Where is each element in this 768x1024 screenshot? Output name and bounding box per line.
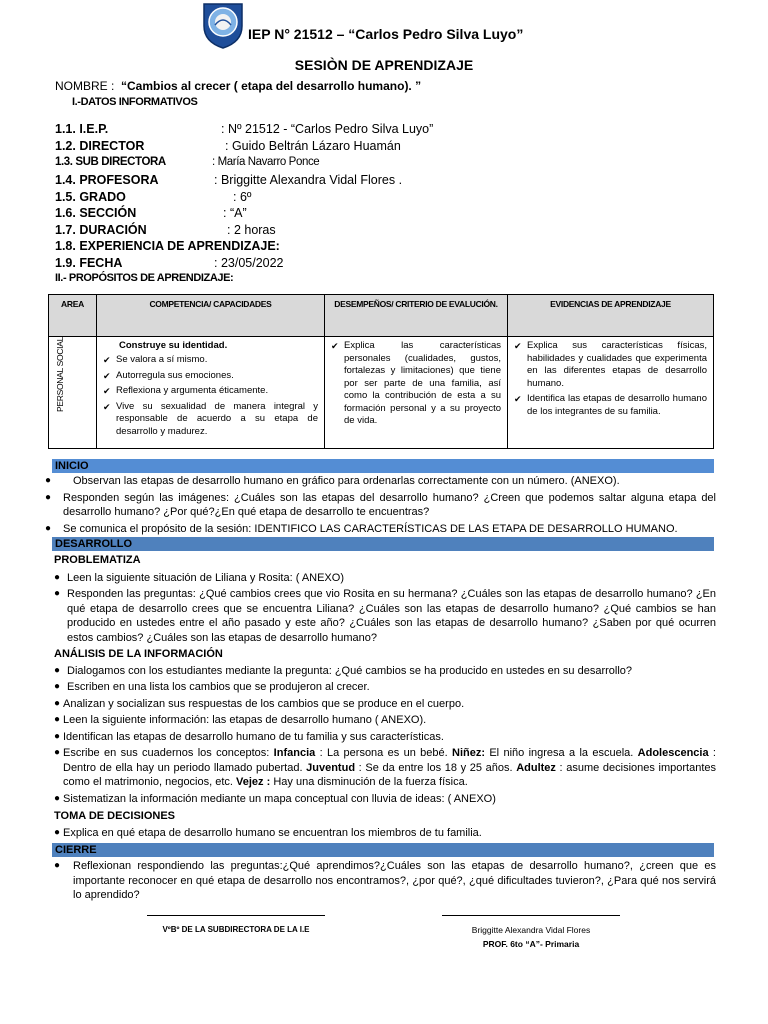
- info-key: 1.7. DURACIÓN: [55, 223, 147, 237]
- info-key: 1.6. SECCIÓN: [55, 206, 137, 220]
- list-item: [48, 730, 716, 745]
- item-text: Responden las preguntas: ¿Qué cambios crees que vio Rosita en su hermana? ¿Cuáles son las etapas de desarrollo humano? ¿En qué etapa de desarrollo crees que se encuentra Liliana? ¿Cuáles son las etapas de desarrollo humano? ¿Qué cambios se han producido en ustedes entre el año pasado y este año? ¿Cuáles son las etapas de desarrollo humano? ¿Saben por qué ocurren estos cambios? ¿Cuáles son las etapas de desarrollo humano?: [67, 588, 716, 644]
- list-item: [45, 491, 716, 520]
- list-item: [48, 697, 716, 712]
- area-label: PERSONAL SOCIAL: [55, 336, 65, 412]
- bullet-icon: ●: [54, 571, 61, 583]
- subheading-toma: TOMA DE DECISIONES: [54, 810, 176, 822]
- school-logo: [200, 0, 246, 50]
- item-text: : Se da entre los 18 y 25 años.: [355, 761, 517, 774]
- bullet-icon: ●: [54, 664, 61, 676]
- bullet-icon: ●: [54, 681, 61, 692]
- inicio-list: [45, 474, 716, 536]
- item-text: Leen la siguiente información: las etapas de desarrollo humano ( ANEXO).: [63, 714, 427, 726]
- evidencias-list: [514, 340, 707, 418]
- desarrollo-body: [48, 553, 716, 840]
- concept-adolescencia: Adolescencia: [637, 747, 709, 759]
- info-key: 1.3. SUB DIRECTORA: [55, 156, 166, 168]
- info-key: 1.5. GRADO: [55, 190, 126, 204]
- subheading-problematiza: PROBLEMATIZA: [54, 554, 141, 566]
- info-value: : Guido Beltrán Lázaro Huamán: [225, 139, 401, 153]
- header-competencia: COMPETENCIA/ CAPACIDADES: [97, 295, 325, 337]
- competencia-title: Construye su identidad.: [119, 340, 228, 351]
- list-item-concepts: [48, 746, 716, 790]
- list-item: [48, 792, 716, 807]
- list-item: ✔ Autorregula sus emociones.: [103, 370, 318, 383]
- band-desarrollo: DESARROLLO: [52, 537, 714, 551]
- competencia-cell: [97, 337, 325, 449]
- info-key: 1.9. FECHA: [55, 256, 123, 270]
- item-text: : La persona es un bebé.: [315, 747, 453, 759]
- bullet-icon: ●: [54, 792, 61, 804]
- list-item: ✔ Explica las características personales (cualidades, gustos, fortalezas y limitaciones) que tiene por ser parte de una familia, así como la contribución de esta a su formación personal y a su proyecto de vida.: [331, 340, 501, 428]
- item-text: Dialogamos con los estudiantes mediante la pregunta: ¿Qué cambios se ha producido en ustedes en su desarrollo?: [67, 664, 633, 677]
- cierre-body: [48, 859, 716, 903]
- item-text: Escriben en una lista los cambios que se produjeron al crecer.: [67, 681, 370, 693]
- header-evidencias: EVIDENCIAS DE APRENDIZAJE: [508, 295, 714, 337]
- item-text: Hay una disminución de la fuerza física.: [270, 776, 468, 788]
- list-item: ✔ Vive su sexualidad de manera integral y responsable de acuerdo a su etapa de desarrollo y madurez.: [103, 401, 318, 439]
- item-text: Responden según las imágenes: ¿Cuáles son las etapas del desarrollo humano? ¿Creen que podemos saltar alguna etapa del desarrollo humano? ¿Por qué?¿En qué etapa de desarrollo te encuentras?: [63, 491, 716, 518]
- capacidades-list: [103, 354, 318, 438]
- evidencias-cell: [508, 337, 714, 449]
- bullet-icon: ●: [54, 730, 61, 742]
- list-item: [45, 522, 716, 537]
- bullet-icon: ●: [45, 522, 52, 534]
- list-item: [48, 587, 716, 645]
- list-item: [45, 474, 716, 489]
- info-value: : Nº 21512 - “Carlos Pedro Silva Luyo”: [221, 122, 434, 136]
- info-key: 1.8. EXPERIENCIA DE APRENDIZAJE:: [55, 239, 280, 253]
- concept-juventud: Juventud: [306, 761, 356, 774]
- info-value: : María Navarro Ponce: [212, 156, 320, 168]
- concept-vejez: Vejez :: [236, 776, 271, 788]
- info-key: 1.2. DIRECTOR: [55, 139, 145, 153]
- bullet-icon: ●: [54, 747, 61, 758]
- item-text: Se comunica el propósito de la sesión: IDENTIFICO LAS CARACTERÍSTICAS DE LAS ETAPA DE DESARROLLO HUMANO.: [63, 522, 678, 535]
- page-title: SESIÒN DE APRENDIZAJE: [294, 57, 474, 73]
- item-text: Escribe en sus cuadernos los conceptos:: [63, 747, 274, 759]
- section-informativos: I.-DATOS INFORMATIVOS: [72, 96, 198, 108]
- bullet-icon: ●: [54, 697, 61, 709]
- name-value: “Cambios al crecer ( etapa del desarrollo humano). ”: [121, 79, 422, 93]
- info-key: 1.1. I.E.P.: [55, 122, 109, 136]
- list-item: [48, 713, 716, 728]
- item-text: Observan las etapas de desarrollo humano en gráfico para ordenarlas correctamente con un número. (ANEXO).: [73, 475, 620, 487]
- list-item: [48, 571, 716, 586]
- header-desempenos: DESEMPEÑOS/ CRITERIO DE EVALUCIÓN.: [325, 295, 508, 337]
- list-item: ✔ Se valora a sí mismo.: [103, 354, 318, 367]
- section-propositos: II.- PROPÓSITOS DE APRENDIZAJE:: [55, 272, 234, 284]
- bullet-icon: ●: [54, 826, 61, 838]
- item-text: Identifican las etapas de desarrollo humano de tu familia y sus características.: [63, 730, 444, 743]
- subheading-analisis: ANÁLISIS DE LA INFORMACIÓN: [54, 648, 223, 660]
- list-item: [48, 664, 716, 679]
- signature-teacher-role: PROF. 6to “A”- Primaria: [482, 939, 580, 949]
- band-cierre: CIERRE: [52, 843, 714, 857]
- header-area: AREA: [49, 295, 97, 337]
- signature-teacher-name: Briggitte Alexandra Vidal Flores: [471, 925, 591, 935]
- signature-subdirectora: VºBº DE LA SUBDIRECTORA DE LA I.E: [162, 925, 310, 934]
- session-name: [55, 79, 421, 93]
- signature-line-left: [147, 915, 325, 916]
- bullet-icon: ●: [54, 588, 61, 599]
- item-text: : asume decisiones importantes como el matrimonio, negocios, etc.: [63, 761, 716, 788]
- list-item: ✔ Identifica las etapas de desarrollo humano de los integrantes de su familia.: [514, 393, 707, 418]
- table-row: [49, 337, 714, 449]
- info-value: : 6º: [233, 190, 252, 204]
- school-name: IEP N° 21512 – “Carlos Pedro Silva Luyo”: [248, 26, 524, 42]
- bullet-icon: ●: [45, 475, 52, 486]
- list-item: [48, 859, 716, 903]
- table-header-row: [49, 295, 714, 337]
- area-cell: [49, 337, 97, 449]
- concept-infancia: Infancia: [273, 747, 316, 759]
- bullet-icon: ●: [45, 491, 52, 503]
- band-inicio: INICIO: [52, 459, 714, 473]
- concept-adultez: Adultez: [516, 761, 556, 774]
- item-text: El niño ingresa a la escuela.: [485, 747, 638, 759]
- item-text: Explica en qué etapa de desarrollo humano se encuentran los miembros de tu familia.: [63, 826, 482, 839]
- info-key: 1.4. PROFESORA: [55, 173, 159, 187]
- concept-ninez: Niñez:: [452, 747, 486, 759]
- desempenos-list: [331, 340, 501, 428]
- item-text: Reflexionan respondiendo las preguntas:¿Qué aprendimos?¿Cuáles son las etapas de desarrollo humano?, ¿creen que es importante reconocer en qué etapa de desarrollo nos encontramos?, ¿por qué?, ¿qué dificultades tuvieron?, ¿Para qué nos servirá lo aprendido?: [73, 860, 716, 901]
- item-text: Leen la siguiente situación de Liliana y Rosita: ( ANEXO): [67, 571, 344, 584]
- list-item: [48, 680, 716, 695]
- desempenos-cell: [325, 337, 508, 449]
- info-value: : “A”: [223, 206, 247, 220]
- bullet-icon: ●: [54, 714, 61, 725]
- item-text: Sistematizan la información mediante un mapa conceptual con lluvia de ideas: ( ANEXO): [63, 792, 496, 805]
- info-value: : Briggitte Alexandra Vidal Flores .: [214, 173, 403, 187]
- item-text: : Dentro de ella hay un periodo llamado pubertad.: [63, 747, 716, 774]
- name-label: NOMBRE :: [55, 79, 115, 93]
- info-value: : 2 horas: [227, 223, 276, 237]
- item-text: Analizan y socializan sus respuestas de los cambios que se produce en el cuerpo.: [63, 697, 465, 710]
- list-item: [48, 826, 716, 841]
- list-item: ✔ Explica sus características físicas, habilidades y cualidades que experimenta en las diferentes etapas de desarrollo humano.: [514, 340, 707, 390]
- list-item: ✔ Reflexiona y argumenta éticamente.: [103, 385, 318, 398]
- bullet-icon: ●: [54, 860, 61, 871]
- purposes-table: [48, 294, 714, 449]
- signature-line-right: [442, 915, 620, 916]
- info-value: : 23/05/2022: [214, 256, 284, 270]
